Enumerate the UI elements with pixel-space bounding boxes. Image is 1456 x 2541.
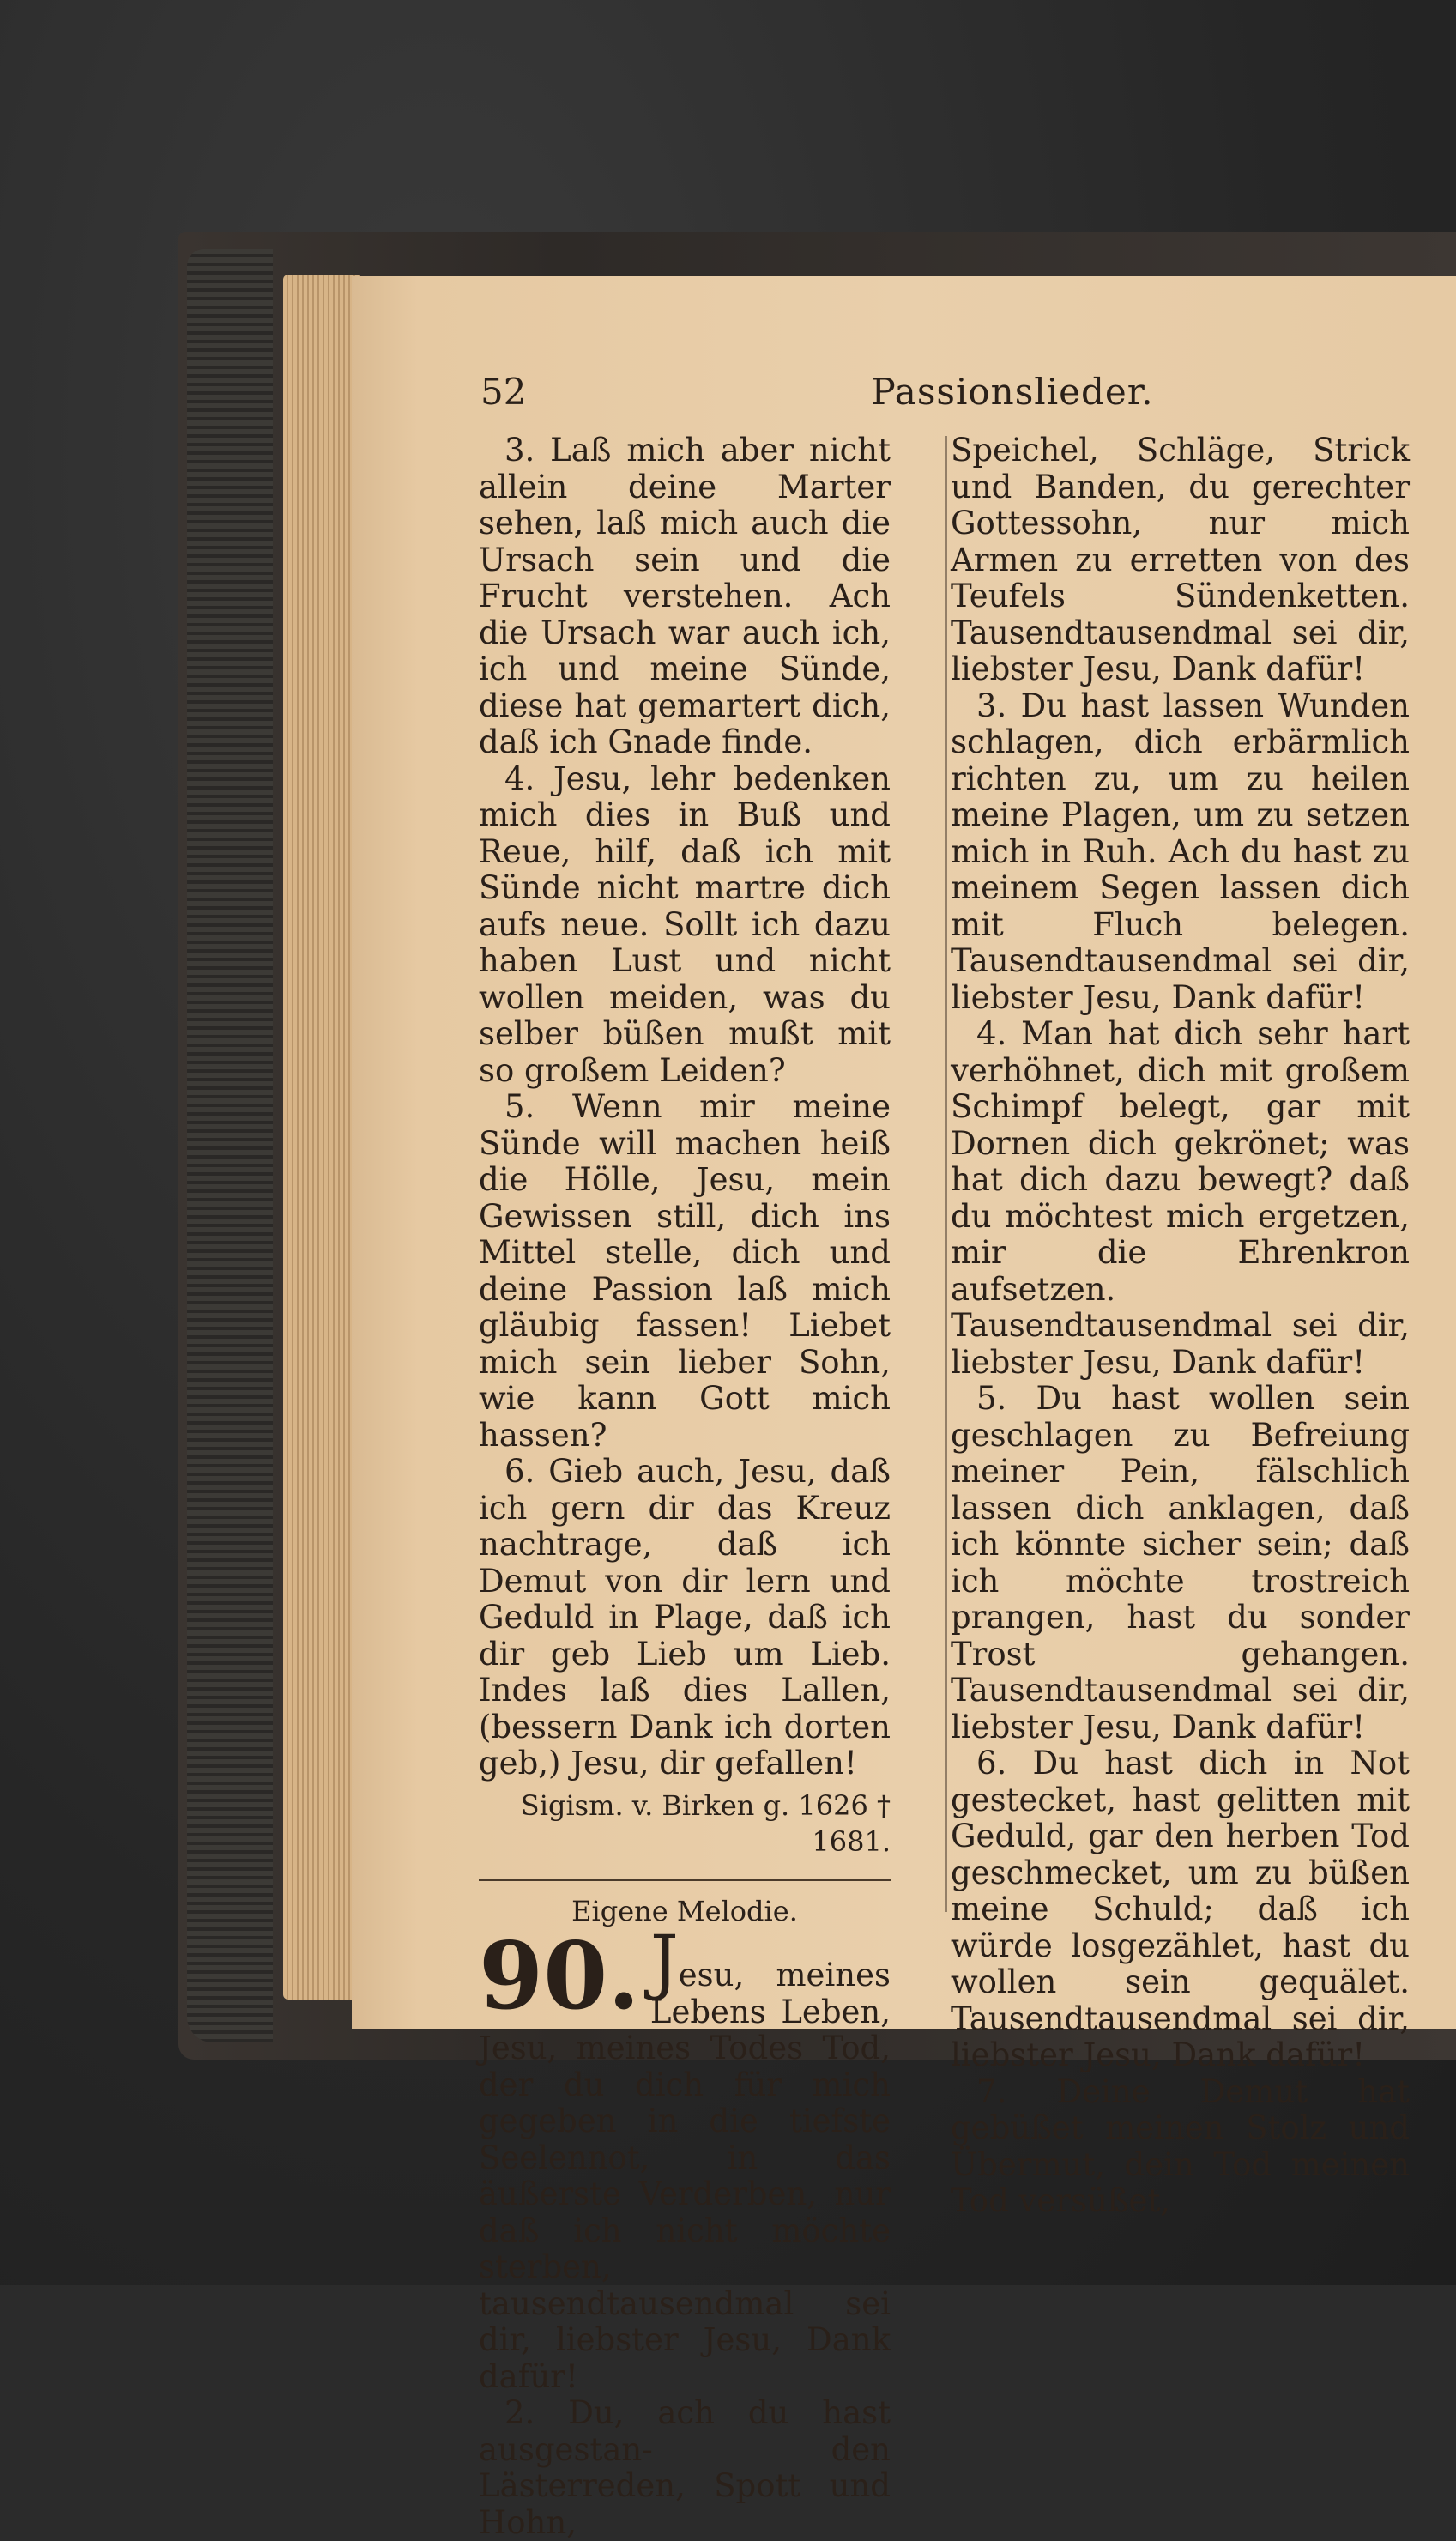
hymn-attribution: Sigism. v. Birken g. 1626 † 1681. [520,1788,891,1858]
melody-label: Eigene Melodie. [571,1894,798,1927]
page-number: 52 [480,371,527,413]
drop-initial: J [649,1921,679,2003]
running-title: Passionslieder. [871,371,1154,413]
verse: 6. Gieb auch, Jesu, daß ich gern dir das Kreuz nachtrage, daß ich Demut von dir lern und Geduld in Plage, daß ich dir geb Lieb um Lieb. Indes laß dies Lallen, (bessern Dank ich dorten geb,) Jesu, dir gefallen! [479,1453,891,1782]
left-column [479,433,891,2541]
section-divider [479,1879,891,1881]
right-column [951,433,1410,2220]
column-divider [945,436,947,1912]
page-edges [283,275,360,2000]
verse: 4. Man hat dich sehr hart verhöhnet, dich mit großem Schimpf belegt, gar mit Dornen dich gekrönet; was hat dich dazu bewegt? daß du möchtest mich ergetzen, mir die Ehrenkron aufsetzen. Tausendtausendmal sei dir, liebster Jesu, Dank dafür! [951,1015,1410,1381]
verse: 3. Laß mich aber nicht allein deine Marter sehen, laß mich auch die Ursach sein und die Frucht verstehen. Ach die Ursach war auch ich, ich und meine Sünde, diese hat gemartert dich, daß ich Gnade finde. [479,432,891,760]
verse: 6. Du hast dich in Not gestecket, hast gelitten mit Geduld, gar den herben Tod geschmecket, um zu büßen meine Schuld; daß ich würde losgezählet, hast du wollen sein gequälet. Tausendtausendmal sei dir, liebster Jesu, Dank dafür! [951,1745,1410,2073]
hymn-number: 90. [479,1922,640,2030]
verse: 5. Wenn mir meine Sünde will machen heiß die Hölle, Jesu, mein Gewissen still, dich ins Mittel stelle, dich und deine Passion laß mich gläubig fassen! Liebet mich sein lieber Sohn, wie kann Gott mich hassen? [479,1088,891,1454]
verse: 2. Du, ach du hast ausgestan- den Lästerreden, Spott und Hohn, [479,2394,891,2541]
verse: 5. Du hast wollen sein geschlagen zu Befreiung meiner Pein, fälschlich lassen dich anklagen, daß ich könnte sicher sein; daß ich möchte trostreich prangen, hast du sonder Trost gehangen. Tausendtausendmal sei dir, liebster Jesu, Dank dafür! [951,1380,1410,1745]
verse: Speichel, Schläge, Strick und Banden, du gerechter Gottessohn, nur mich Armen zu erretten von des Teufels Sündenketten. Tausendtausendmal sei dir, liebster Jesu, Dank dafür! [951,432,1410,687]
book-spine [187,249,273,2042]
page-header [352,371,1456,422]
verse: 7. Deine Demut hat gebüßet meinen Stolz und Übermut, dein Tod meinen Tod versüßet, [951,2072,1410,2219]
verse: 4. Jesu, lehr bedenken mich dies in Buß und Reue, hilf, daß ich mit Sünde nicht martre dich aufs neue. Sollt ich dazu haben Lust und nicht wollen meiden, was du selber büßen mußt mit so großem Leiden? [479,759,891,1089]
hymn-first-verse [479,1921,891,2395]
book-page [352,276,1456,2541]
verse: 3. Du hast lassen Wunden schlagen, dich erbärmlich richten zu, um zu heilen meine Plagen, um zu setzen mich in Ruh. Ach du hast zu meinem Segen lassen dich mit Fluch belegen. Tausendtausendmal sei dir, liebster Jesu, Dank dafür! [951,687,1410,1016]
hymn-verse-text: esu, meines Lebens Leben, Jesu, meines Todes Tod, der du dich für mich gegeben in die tiefste Seelennot, in das äußerste Verderben, nur daß ich nicht möchte sterben, tausendtausendmal sei dir, liebster Jesu, Dank dafür! [479,1957,891,2395]
